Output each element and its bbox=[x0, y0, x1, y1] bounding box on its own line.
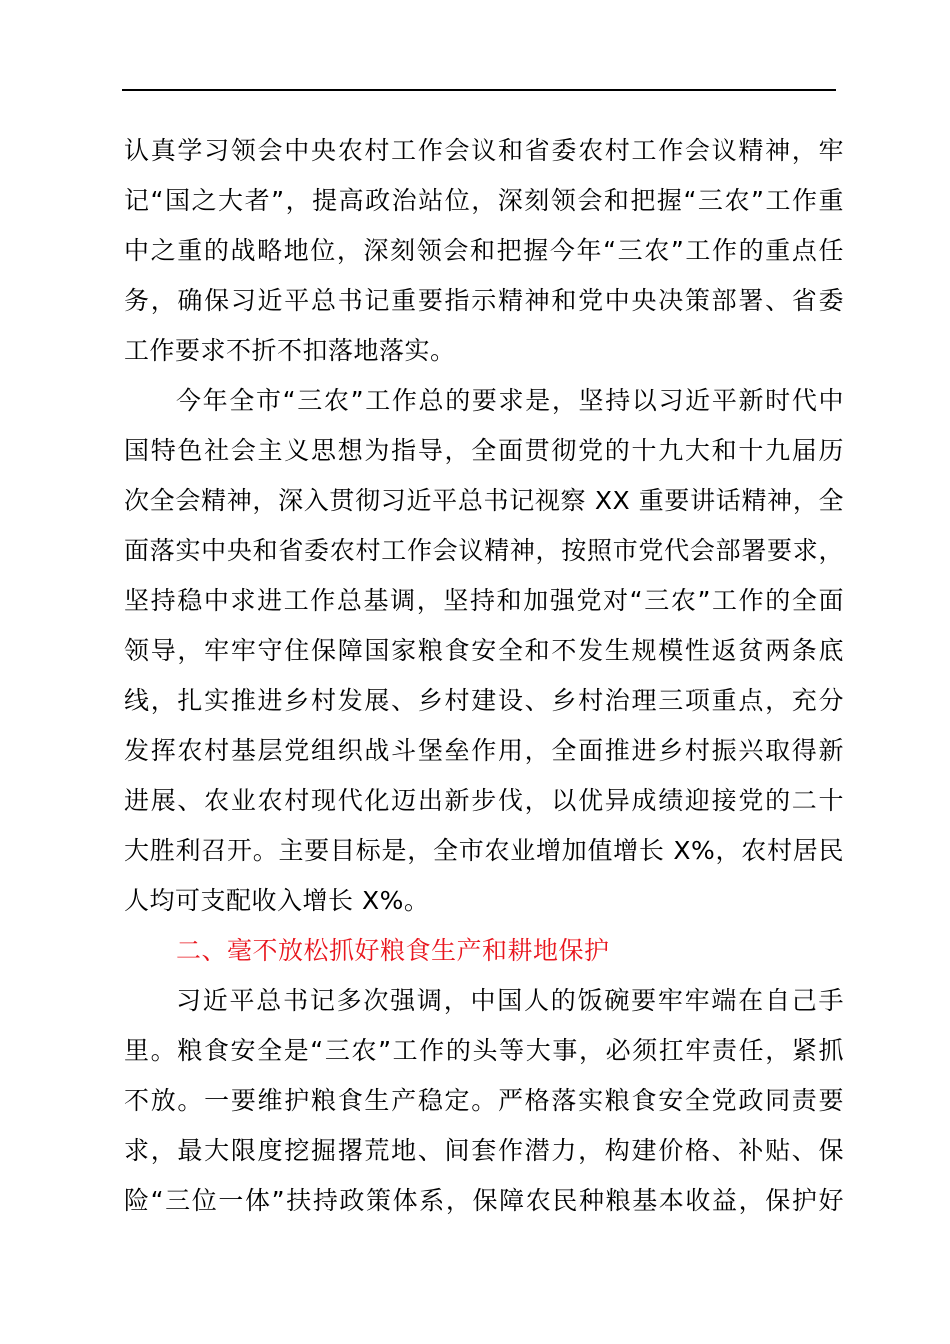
text-line: 认真学习领会中央农村工作会议和省委农村工作会议精神，牢 bbox=[124, 136, 844, 165]
text-line: 面落实中央和省委农村工作会议精神，按照市党代会部署要求， bbox=[124, 536, 844, 565]
text-line: 发挥农村基层党组织战斗堡垒作用，全面推进乡村振兴取得新 bbox=[124, 736, 844, 765]
text-line: 次全会精神，深入贯彻习近平总书记视察 XX 重要讲话精神，全 bbox=[124, 486, 844, 515]
document-body bbox=[124, 126, 844, 1226]
text-line: 工作要求不折不扣落地落实。 bbox=[124, 336, 456, 365]
text-line: 线，扎实推进乡村发展、乡村建设、乡村治理三项重点，充分 bbox=[124, 686, 844, 715]
paragraph-first-line: 今年全市“三农”工作总的要求是，坚持以习近平新时代中 bbox=[176, 386, 844, 415]
text-line: 大胜利召开。主要目标是，全市农业增加值增长 X%，农村居民 bbox=[124, 836, 844, 865]
text-line: 领导，牢牢守住保障国家粮食安全和不发生规模性返贫两条底 bbox=[124, 636, 844, 665]
text-line: 国特色社会主义思想为指导，全面贯彻党的十九大和十九届历 bbox=[124, 436, 844, 465]
text-line: 里。粮食安全是“三农”工作的头等大事，必须扛牢责任，紧抓 bbox=[124, 1036, 844, 1065]
paragraph-first-line: 习近平总书记多次强调，中国人的饭碗要牢牢端在自己手 bbox=[176, 986, 844, 1015]
text-line: 不放。一要维护粮食生产稳定。严格落实粮食安全党政同责要 bbox=[124, 1086, 844, 1115]
text-line: 求，最大限度挖掘撂荒地、间套作潜力，构建价格、补贴、保 bbox=[124, 1136, 844, 1165]
text-line: 坚持稳中求进工作总基调，坚持和加强党对“三农”工作的全面 bbox=[124, 586, 844, 615]
text-line: 记“国之大者”，提高政治站位，深刻领会和把握“三农”工作重 bbox=[124, 186, 844, 215]
text-line: 中之重的战略地位，深刻领会和把握今年“三农”工作的重点任 bbox=[124, 236, 844, 265]
header-rule bbox=[122, 89, 836, 91]
text-line: 人均可支配收入增长 X%。 bbox=[124, 886, 430, 915]
text-line: 进展、农业农村现代化迈出新步伐，以优异成绩迎接党的二十 bbox=[124, 786, 844, 815]
text-line: 务，确保习近平总书记重要指示精神和党中央决策部署、省委 bbox=[124, 286, 844, 315]
section-heading: 二、毫不放松抓好粮食生产和耕地保护 bbox=[176, 936, 610, 965]
text-line: 险“三位一体”扶持政策体系，保障农民种粮基本收益，保护好 bbox=[124, 1186, 844, 1215]
